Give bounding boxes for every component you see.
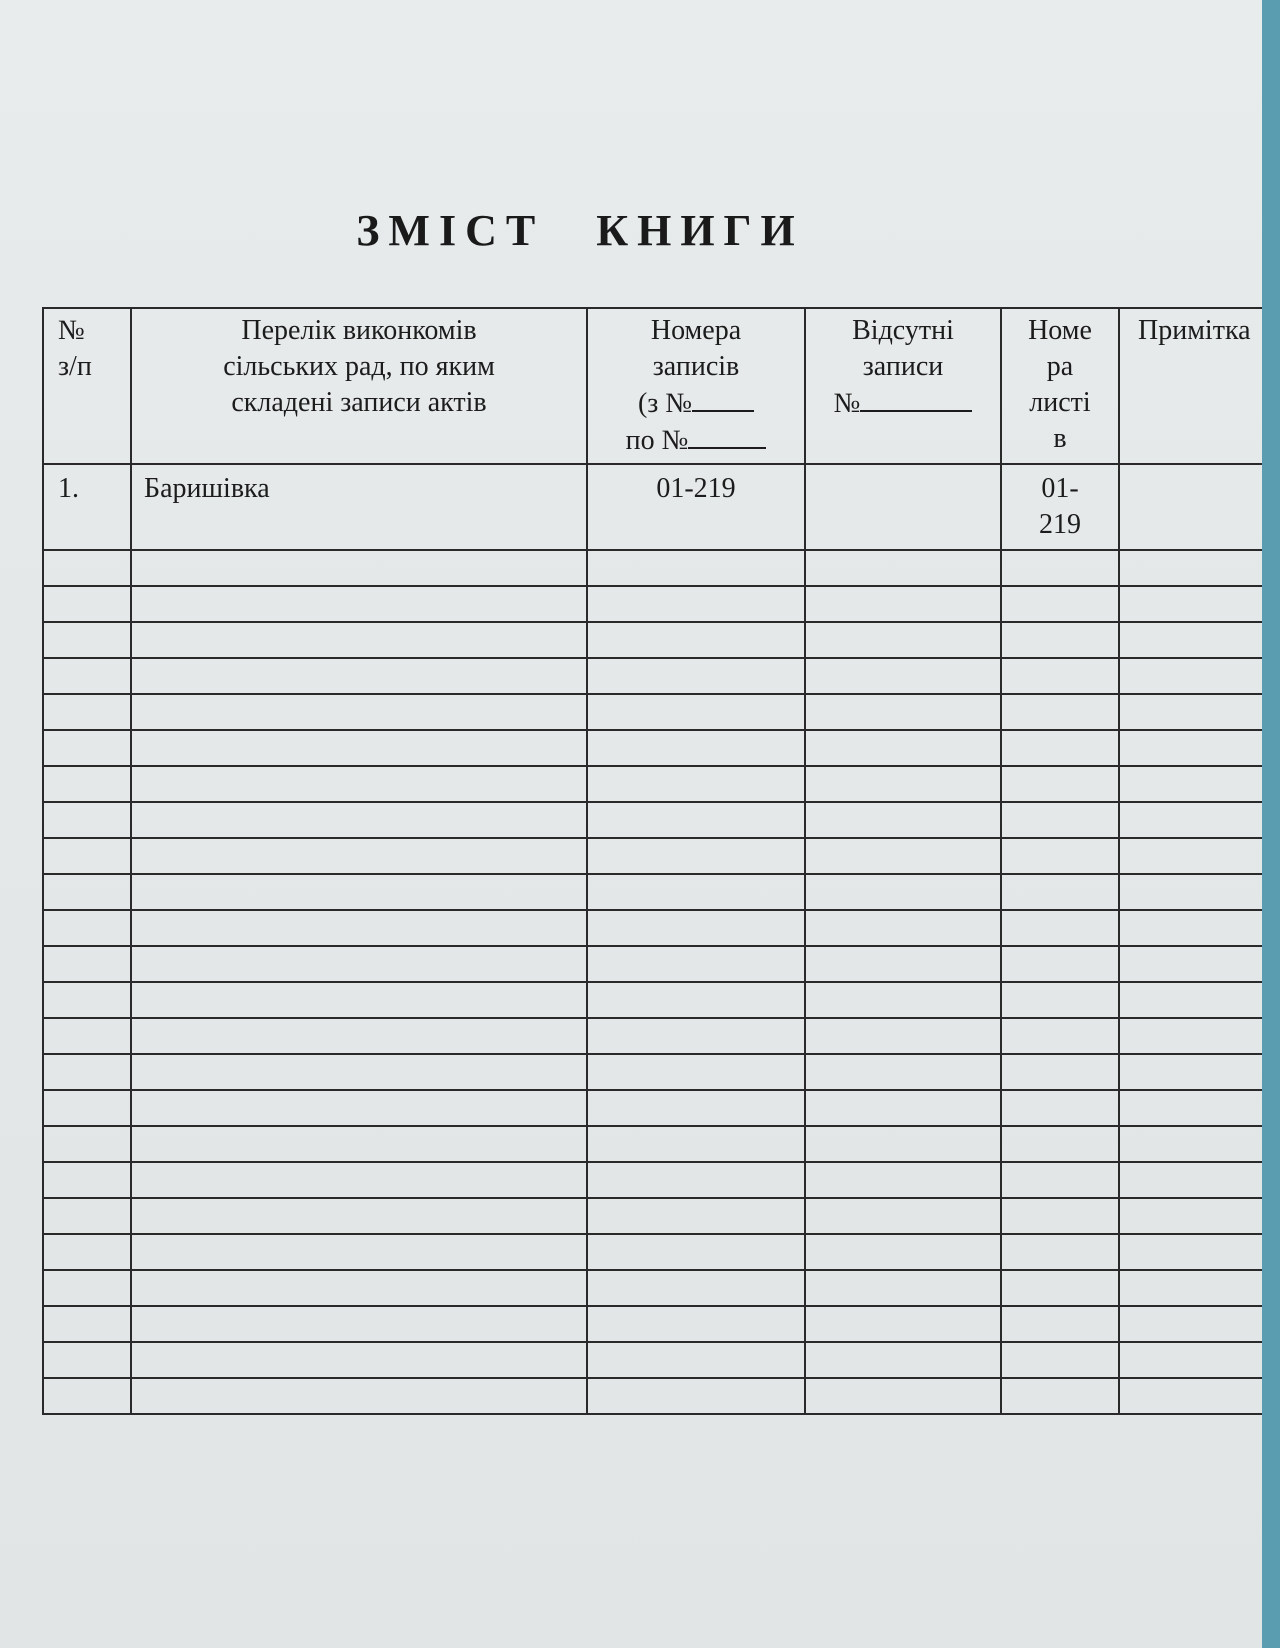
background-edge: [1262, 0, 1280, 1648]
empty-row: [43, 550, 1280, 586]
header-number: [43, 308, 131, 464]
empty-cell: [131, 1378, 587, 1414]
empty-cell: [805, 802, 1001, 838]
empty-cell: [587, 1270, 805, 1306]
empty-cell: [1119, 730, 1280, 766]
empty-cell: [1001, 1342, 1119, 1378]
contents-table: [42, 307, 1280, 1415]
empty-cell: [1119, 1234, 1280, 1270]
empty-cell: [1001, 622, 1119, 658]
empty-cell: [1001, 730, 1119, 766]
empty-cell: [1001, 1162, 1119, 1198]
empty-row: [43, 802, 1280, 838]
empty-cell: [1119, 946, 1280, 982]
empty-cell: [43, 1198, 131, 1234]
empty-cell: [131, 622, 587, 658]
empty-row: [43, 1342, 1280, 1378]
empty-cell: [1001, 694, 1119, 730]
empty-cell: [1001, 1018, 1119, 1054]
row-note: [1119, 464, 1280, 550]
empty-cell: [43, 550, 131, 586]
header-records-to: [592, 422, 800, 459]
empty-cell: [1119, 1126, 1280, 1162]
empty-cell: [131, 910, 587, 946]
empty-row: [43, 1090, 1280, 1126]
empty-row: [43, 694, 1280, 730]
empty-cell: [805, 766, 1001, 802]
empty-cell: [131, 946, 587, 982]
empty-row: [43, 946, 1280, 982]
empty-cell: [805, 1090, 1001, 1126]
empty-cell: [587, 910, 805, 946]
empty-cell: [1119, 766, 1280, 802]
empty-cell: [43, 1018, 131, 1054]
empty-cell: [43, 910, 131, 946]
empty-cell: [1001, 982, 1119, 1018]
empty-row: [43, 838, 1280, 874]
header-list-line: Перелік виконкомів: [241, 315, 477, 346]
header-sheets-line: в: [1053, 423, 1067, 454]
empty-cell: [1119, 1378, 1280, 1414]
header-list-line: сільських рад, по яким: [223, 351, 495, 382]
empty-cell: [131, 586, 587, 622]
empty-cell: [131, 802, 587, 838]
empty-cell: [43, 730, 131, 766]
empty-cell: [587, 1342, 805, 1378]
empty-cell: [131, 874, 587, 910]
empty-cell: [1001, 1306, 1119, 1342]
empty-cell: [43, 1270, 131, 1306]
empty-cell: [1001, 910, 1119, 946]
empty-cell: [1001, 946, 1119, 982]
empty-cell: [587, 1126, 805, 1162]
empty-cell: [805, 586, 1001, 622]
empty-cell: [805, 622, 1001, 658]
empty-row: [43, 622, 1280, 658]
empty-cell: [805, 1306, 1001, 1342]
empty-cell: [805, 730, 1001, 766]
empty-cell: [805, 658, 1001, 694]
empty-cell: [587, 982, 805, 1018]
empty-cell: [131, 1162, 587, 1198]
header-missing-number: [810, 385, 996, 422]
empty-cell: [43, 1090, 131, 1126]
empty-cell: [131, 982, 587, 1018]
table-row: [43, 464, 1280, 550]
header-records-to-label: по №: [625, 425, 689, 457]
empty-cell: [805, 982, 1001, 1018]
empty-cell: [1119, 982, 1280, 1018]
empty-cell: [587, 1378, 805, 1414]
page-title: ЗМІСТ КНИГИ: [356, 206, 804, 255]
empty-cell: [1119, 1198, 1280, 1234]
row-name: Баришівка: [131, 464, 587, 550]
empty-row: [43, 586, 1280, 622]
empty-cell: [1119, 1018, 1280, 1054]
header-records-from: [592, 385, 800, 422]
empty-cell: [587, 1198, 805, 1234]
empty-cell: [43, 622, 131, 658]
empty-cell: [587, 1090, 805, 1126]
empty-row: [43, 730, 1280, 766]
empty-cell: [1001, 550, 1119, 586]
header-records: [587, 308, 805, 464]
empty-cell: [587, 730, 805, 766]
empty-cell: [805, 1342, 1001, 1378]
empty-cell: [587, 946, 805, 982]
empty-cell: [805, 550, 1001, 586]
empty-cell: [131, 1198, 587, 1234]
empty-cell: [805, 838, 1001, 874]
empty-cell: [805, 694, 1001, 730]
empty-row: [43, 1306, 1280, 1342]
empty-cell: [43, 982, 131, 1018]
empty-cell: [1001, 802, 1119, 838]
empty-cell: [1119, 802, 1280, 838]
empty-cell: [1001, 838, 1119, 874]
empty-cell: [1119, 874, 1280, 910]
empty-cell: [587, 1162, 805, 1198]
empty-cell: [1119, 1306, 1280, 1342]
blank-line: [860, 385, 972, 412]
empty-cell: [131, 1018, 587, 1054]
empty-cell: [587, 622, 805, 658]
empty-cell: [1119, 1090, 1280, 1126]
empty-cell: [805, 1234, 1001, 1270]
empty-cell: [805, 1054, 1001, 1090]
empty-cell: [587, 1054, 805, 1090]
empty-cell: [1119, 1270, 1280, 1306]
header-row: [43, 308, 1280, 464]
header-note: Примітка: [1119, 308, 1280, 464]
header-sheets-line: листі: [1029, 387, 1091, 418]
empty-cell: [1001, 1054, 1119, 1090]
empty-cell: [131, 1270, 587, 1306]
empty-cell: [43, 1162, 131, 1198]
empty-cell: [805, 1198, 1001, 1234]
empty-cell: [587, 838, 805, 874]
empty-cell: [1119, 586, 1280, 622]
row-missing: [805, 464, 1001, 550]
empty-row: [43, 1234, 1280, 1270]
empty-cell: [131, 1306, 587, 1342]
header-records-line: Номера: [650, 315, 742, 346]
empty-cell: [1001, 1234, 1119, 1270]
empty-cell: [1001, 766, 1119, 802]
empty-cell: [131, 730, 587, 766]
empty-cell: [587, 658, 805, 694]
empty-cell: [43, 1126, 131, 1162]
header-missing-line: записи: [862, 351, 944, 382]
empty-cell: [1001, 1090, 1119, 1126]
empty-cell: [43, 694, 131, 730]
empty-row: [43, 1018, 1280, 1054]
header-list: [131, 308, 587, 464]
empty-cell: [1119, 622, 1280, 658]
empty-cell: [131, 658, 587, 694]
header-sheets: [1001, 308, 1119, 464]
empty-cell: [43, 586, 131, 622]
empty-cell: [805, 910, 1001, 946]
header-missing: [805, 308, 1001, 464]
empty-cell: [43, 838, 131, 874]
empty-cell: [1119, 1162, 1280, 1198]
empty-cell: [1119, 550, 1280, 586]
empty-cell: [1119, 910, 1280, 946]
empty-cell: [43, 1306, 131, 1342]
header-sheets-line: ра: [1046, 351, 1074, 382]
empty-cell: [131, 1126, 587, 1162]
row-sheets-line: 01-: [1041, 473, 1079, 504]
row-sheets: [1001, 464, 1119, 550]
empty-cell: [1119, 658, 1280, 694]
empty-row: [43, 1126, 1280, 1162]
empty-cell: [805, 1018, 1001, 1054]
empty-cell: [43, 1234, 131, 1270]
empty-cell: [805, 1378, 1001, 1414]
row-sheets-line: 219: [1039, 509, 1081, 540]
empty-cell: [1001, 1378, 1119, 1414]
empty-cell: [43, 766, 131, 802]
empty-cell: [587, 586, 805, 622]
empty-cell: [131, 694, 587, 730]
empty-row: [43, 1198, 1280, 1234]
empty-cell: [43, 874, 131, 910]
empty-row: [43, 658, 1280, 694]
empty-cell: [43, 658, 131, 694]
empty-cell: [1001, 1270, 1119, 1306]
empty-cell: [587, 802, 805, 838]
empty-cell: [1119, 1342, 1280, 1378]
empty-cell: [131, 766, 587, 802]
empty-cell: [1119, 838, 1280, 874]
empty-cell: [805, 1270, 1001, 1306]
header-missing-line: Відсутні: [852, 315, 954, 346]
empty-cell: [1001, 1126, 1119, 1162]
header-sheets-line: Номе: [1028, 315, 1092, 346]
row-number: 1.: [43, 464, 131, 550]
blank-line: [692, 385, 754, 412]
empty-cell: [1001, 658, 1119, 694]
empty-cell: [587, 874, 805, 910]
empty-cell: [1119, 1054, 1280, 1090]
empty-row: [43, 1054, 1280, 1090]
header-missing-number-label: №: [833, 388, 861, 420]
empty-cell: [1119, 694, 1280, 730]
empty-cell: [43, 1054, 131, 1090]
empty-cell: [587, 1234, 805, 1270]
empty-cell: [131, 1234, 587, 1270]
empty-cell: [1001, 874, 1119, 910]
empty-cell: [1001, 586, 1119, 622]
empty-cell: [805, 874, 1001, 910]
empty-row: [43, 874, 1280, 910]
empty-cell: [43, 1378, 131, 1414]
empty-cell: [805, 946, 1001, 982]
empty-row: [43, 982, 1280, 1018]
empty-row: [43, 766, 1280, 802]
empty-cell: [587, 1018, 805, 1054]
empty-cell: [805, 1126, 1001, 1162]
row-records: 01-219: [587, 464, 805, 550]
blank-line: [688, 422, 766, 449]
empty-cell: [131, 1090, 587, 1126]
header-records-from-label: (з №: [637, 388, 693, 420]
header-number-line: з/п: [58, 351, 92, 382]
empty-cell: [587, 1306, 805, 1342]
empty-row: [43, 1378, 1280, 1414]
empty-cell: [43, 802, 131, 838]
header-number-line: №: [58, 315, 85, 346]
empty-row: [43, 1162, 1280, 1198]
header-records-line: записів: [652, 351, 740, 382]
empty-cell: [587, 694, 805, 730]
empty-cell: [587, 550, 805, 586]
empty-cell: [43, 1342, 131, 1378]
header-list-line: складені записи актів: [231, 387, 487, 418]
empty-cell: [805, 1162, 1001, 1198]
empty-cell: [131, 550, 587, 586]
empty-cell: [43, 946, 131, 982]
empty-row: [43, 1270, 1280, 1306]
empty-cell: [131, 1342, 587, 1378]
empty-cell: [587, 766, 805, 802]
empty-cell: [1001, 1198, 1119, 1234]
empty-row: [43, 910, 1280, 946]
empty-cell: [131, 838, 587, 874]
empty-cell: [131, 1054, 587, 1090]
